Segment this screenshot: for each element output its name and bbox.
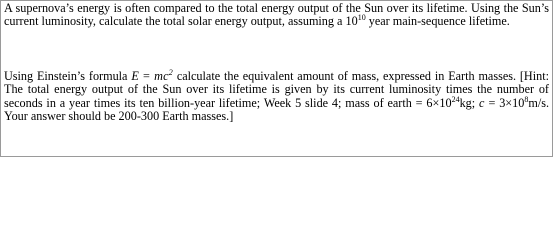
question-paragraph-energy [4, 2, 549, 29]
einstein-formula [131, 69, 173, 83]
formula-energy-symbol: E [131, 69, 139, 83]
earth-mass-exponent: 24 [451, 94, 460, 104]
formula-exponent: 2 [168, 68, 173, 77]
question-paragraph-mass [4, 70, 549, 124]
answer-range-text: m/s. Your answer should be 200-300 Earth masses.] [4, 95, 550, 124]
earth-mass-unit: kg; [459, 95, 479, 110]
formula-mass-speed: mc [154, 69, 169, 83]
einstein-lead-text: Using Einstein’s formula [4, 69, 132, 83]
lifetime-exponent: 10 [357, 13, 366, 23]
lifetime-text: year main-sequence lifetime. [365, 14, 510, 29]
mass-question-text: calculate the equivalent amount of mass, expressed in Earth masses. [Hint: The total energy output of the Sun over its lifetime is given by its current luminosity times the number of seconds in a year times its ten billion-year lifetime; Week 5 slide 4; mass of earth = 6×10 [4, 69, 549, 110]
energy-text: A supernova’s energy is often compared to the total energy output of the Sun over its lifetime. Using the Sun’s current luminosity, calculate the total solar energy output, assuming a 10 [4, 1, 549, 29]
formula-equals: = [138, 69, 155, 83]
speed-of-light-value: = 3×10 [484, 95, 525, 110]
speed-of-light-symbol: c [479, 95, 485, 110]
speed-of-light-exponent: 8 [524, 94, 529, 104]
